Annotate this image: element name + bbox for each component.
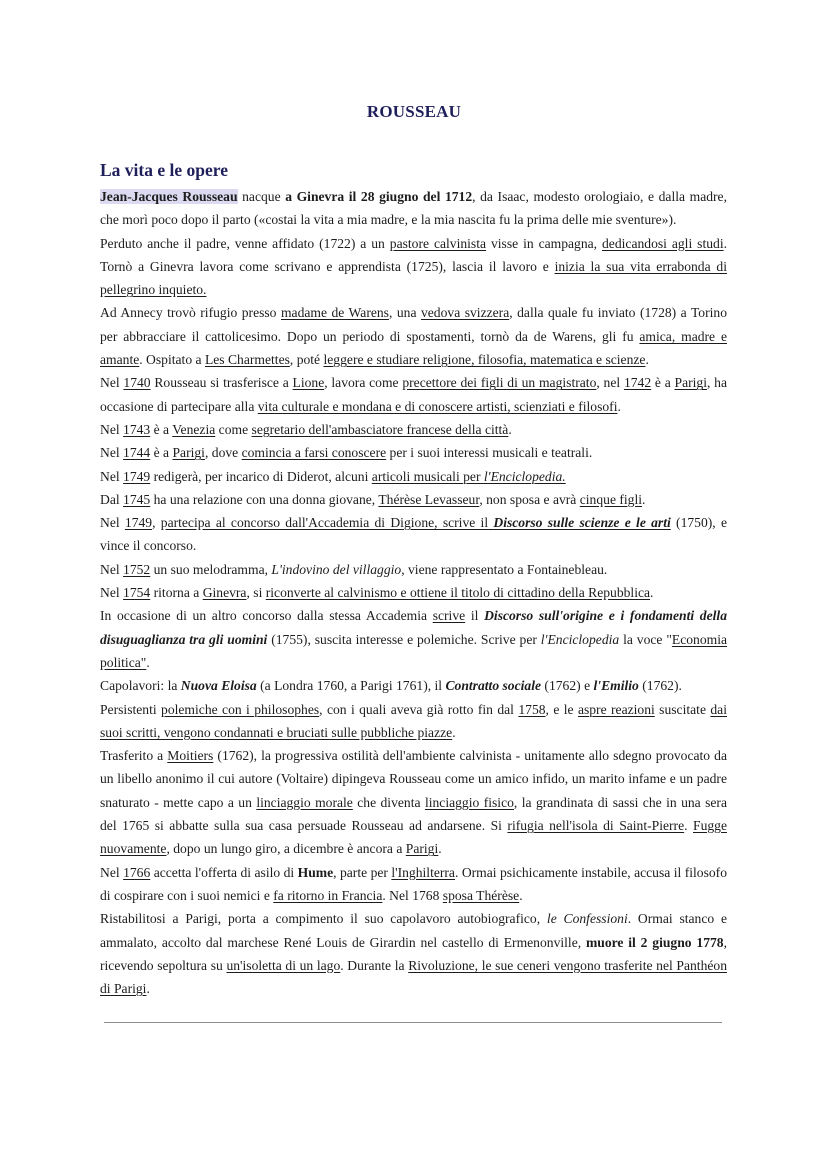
paragraph [100,861,727,908]
text-run: è a [651,375,675,391]
text-run: . Durante la [340,957,409,973]
underlined-text: 1740 [123,375,151,391]
underlined-text: 1744 [123,445,151,461]
paragraph [100,604,727,674]
text-run: . [650,585,654,601]
text-run: . [645,352,649,368]
text-run: . [146,981,150,997]
text-run: . Ormai stanco e ammalato, accolto dal marchese René Louis de Girardin nel castello di Ermenonville, [100,911,727,950]
text-run: . Ormai psichicamente instabile, accusa il filosofo di cospirare con i suoi nemici e [100,864,728,903]
text-run: , e le [545,701,578,717]
underlined-text: Moitiers [167,748,214,764]
emphasized-text: l'Emilio [593,678,639,694]
text-run: . [642,491,646,507]
underlined-text: inizia la sua vita errabonda di pellegrino inquieto. [100,258,727,298]
paragraph [100,674,727,697]
text-run: (1750), e vince il concorso. [100,515,727,554]
text-run: Nel [100,864,124,880]
text-run: è a [150,445,173,461]
paragraph [100,418,727,441]
text-run: . Ospitato a [139,352,205,368]
emphasized-text: Discorso sull'origine e i fondamenti della disuguaglianza tra gli uomini [100,608,727,647]
emphasized-text: l'Enciclopedia [540,631,620,647]
underlined-text: amica, madre e amante [100,328,727,368]
text-run: , nel [596,375,624,391]
underlined-text: riconverte al calvinismo e ottiene il titolo di cittadino della Repubblica [265,585,651,601]
text-run: Ristabilitosi a Parigi, porta a compimento il suo capolavoro autobiografico, [100,911,547,927]
text-run: , ha occasione di partecipare alla [100,375,728,414]
paragraph [100,558,727,581]
underlined-text: linciaggio morale [256,794,353,810]
text-run: accetta l'offerta di asilo di [150,864,298,880]
underlined-text: vita culturale e mondana e di conoscere artisti, scienziati e filosofi [257,398,618,414]
underlined-text: Economia politica" [100,631,728,670]
text-run: redigerà, per incarico di Diderot, alcuni [150,468,372,484]
underlined-text: vedova svizzera [420,305,510,321]
text-run: , [152,515,161,531]
text-run: nacque [237,189,286,204]
underlined-text: dai suoi scritti, vengono condannati e bruciati sulle pubbliche piazze [100,701,727,740]
underlined-text: 1749 [123,468,151,484]
text-run: , non sposa e avrà [479,491,580,507]
underlined-text: polemiche con i philosophes [161,701,320,717]
underlined-text: l'Enciclopedia. [483,468,566,484]
text-run: . Nel 1768 [382,887,443,903]
text-run: , dopo un lungo giro, a dicembre è ancora a [166,841,406,857]
text-run: , poté [289,352,324,368]
text-run: (1762). [638,678,682,694]
text-run: , lavora come [324,375,403,391]
text-run: visse in campagna, [486,235,602,251]
text-run: ritorna a [150,585,203,601]
text-run: (1762) e [541,678,594,694]
text-run: , dove [204,445,242,461]
underlined-text: cinque figli [579,491,643,507]
highlighted-text: Jean-Jacques Rousseau [100,189,238,204]
text-run: . Tornò a Ginevra lavora come scrivano e apprendista (1725), lascia il lavoro e [100,235,727,274]
horizontal-rule [104,1022,722,1023]
emphasized-text: le Confessioni [546,911,628,927]
text-run: . [452,724,456,740]
underlined-text: segretario dell'ambasciatore francese della città [251,421,509,437]
text-run: Trasferito a [100,748,168,764]
underlined-text: linciaggio fisico [424,794,514,810]
underlined-text: Thérèse Levasseur [378,491,480,507]
text-run: ha una relazione con una donna giovane, [150,491,379,507]
underlined-text: 1754 [123,585,151,601]
text-run: . [508,421,512,437]
text-run: Nel [100,585,124,601]
text-run: (1762), la progressiva ostilità dell'ambiente calvinista - unitamente allo sdegno provocato da un libello anonimo il cui autore (Voltaire) dipingeva Rousseau come un amico infido, un marito infame e un padre snaturato - mette capo a un [100,748,727,810]
text-run: il [465,608,485,624]
underlined-text: sposa Thérèse [442,887,520,903]
underlined-text: Lione [292,375,325,391]
emphasized-text: Contratto sociale [445,678,542,694]
paragraph [100,907,727,1000]
text-run: la voce " [619,631,672,647]
text-run: Perduto anche il padre, venne affidato (1722) a un [100,235,390,251]
underlined-text: 1758 [518,701,546,717]
section-heading: La vita e le opere [100,160,228,180]
text-run: Nel [100,421,124,437]
text-run: , la grandinata di sassi che in una sera del 1765 si abbatte sulla sua casa persuade Rousseau ad andarsene. Si [100,794,727,834]
underlined-text: 1745 [123,491,151,507]
text-run: Rousseau si trasferisce a [150,375,293,391]
underlined-text: Venezia [172,421,216,437]
document-title: ROUSSEAU [366,102,462,121]
paragraph [100,698,727,745]
underlined-text: leggere e studiare religione, filosofia, matematica e scienze [323,352,646,368]
paragraph [100,488,727,511]
text-run: . [438,841,442,857]
underlined-text: Discorso sulle scienze e le arti [493,515,671,531]
paragraph [100,465,727,488]
text-run: . [684,818,694,834]
underlined-text: 1749 [124,515,153,531]
text-run: , con i quali aveva già rotto fin dal [319,701,519,717]
text-run: , una [388,305,421,321]
paragraph [100,185,727,232]
underlined-text: Parigi [405,841,439,857]
paragraph [100,511,727,558]
underlined-text: 1742 [623,375,652,391]
paragraph [100,301,727,371]
text-run: . [519,887,523,903]
text-run: , si [246,585,266,601]
text-run: Nel [100,561,124,577]
paragraph [100,581,727,604]
underlined-text: Fugge nuovamente [100,818,727,857]
text-run: un suo melodramma, [150,561,272,577]
text-run: Persistenti [100,701,162,717]
emphasized-text: Hume [297,864,334,880]
underlined-text: articoli musicali per [371,468,484,484]
underlined-text: Rivoluzione, le sue ceneri vengono trasferite nel Panthéon di Parigi [100,957,728,997]
text-run: , da Isaac, modesto orologiaio, e dalla madre, che morì poco dopo il parto («costai la vita a mia madre, e la mia nascita fu la prima delle mie sventure»). [100,189,727,228]
underlined-text: Parigi [674,375,707,391]
text-run: è a [150,421,173,437]
underlined-text: scrive [432,608,466,624]
text-run: Nel [100,468,124,484]
text-run: , viene rappresentato a Fontainebleau. [401,561,608,577]
text-run: (a Londra 1760, a Parigi 1761), il [256,678,446,694]
underlined-text: un'isoletta di un lago [226,957,341,973]
underlined-text: pastore calvinista [389,235,487,251]
underlined-text: 1743 [123,421,151,437]
underlined-text: l'Inghilterra [391,864,455,880]
underlined-text: partecipa al concorso dall'Accademia di Digione, scrive il [160,515,494,531]
text-run: Dal [100,491,124,507]
text-run: che diventa [352,794,425,810]
text-run: Nel [100,445,124,461]
text-run: , parte per [333,864,392,880]
underlined-text: Ginevra [202,585,247,601]
underlined-text: Les Charmettes [204,352,290,368]
text-run: per i suoi interessi musicali e teatrali. [386,445,593,461]
underlined-text: precettore dei figli di un magistrato [402,375,597,391]
emphasized-text: L'indovino del villaggio [271,561,402,577]
underlined-text: aspre reazioni [577,701,655,717]
underlined-text: dedicandosi agli studi [602,235,724,251]
text-run: (1755), suscita interesse e polemiche. Scrive per [267,631,541,647]
text-run: , ricevendo sepoltura su [100,934,727,973]
text-run: . [146,654,150,670]
underlined-text: 1766 [123,864,151,880]
emphasized-text: a Ginevra il 28 giugno del 1712 [285,189,473,204]
text-run: . [617,398,621,414]
paragraph [100,441,727,464]
underlined-text: 1752 [123,561,151,577]
paragraph [100,232,727,302]
underlined-text: fa ritorno in Francia [273,887,383,903]
paragraph [100,744,727,860]
emphasized-text: muore il 2 giugno 1778 [585,934,724,950]
paragraph [100,371,727,418]
document-body [100,185,727,1000]
text-run: In occasione di un altro concorso dalla stessa Accademia [100,608,433,624]
underlined-text: Parigi [172,445,205,461]
underlined-text: rifugia nell'isola di Saint-Pierre [507,818,685,834]
text-run: , dalla quale fu inviato (1728) a Torino per abbracciare il cattolicesimo. Dopo un periodo di spostamenti, tornò da de Warens, gli fu [100,305,727,344]
text-run: come [215,421,252,437]
text-run: Ad Annecy trovò rifugio presso [100,305,281,321]
underlined-text: madame de Warens [280,305,389,321]
underlined-text: comincia a farsi conoscere [241,445,387,461]
text-run: Nel [100,515,125,531]
emphasized-text: Nuova Eloisa [180,678,257,694]
text-run: Nel [100,375,124,391]
text-run: Capolavori: la [100,678,181,694]
text-run: suscitate [654,701,711,717]
